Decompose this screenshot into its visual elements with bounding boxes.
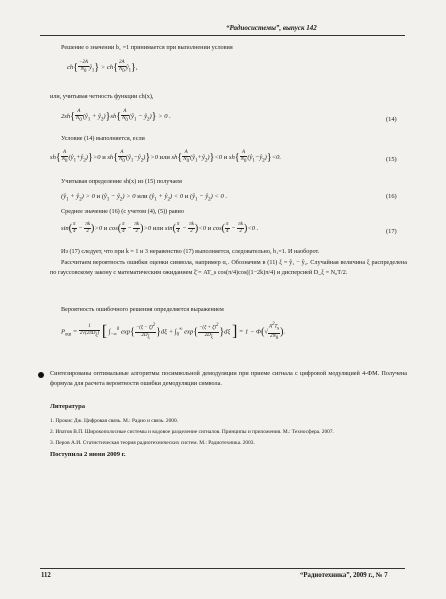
paragraph-evenness: или, учитывая четность функции ch(x), — [50, 93, 154, 100]
paragraph-condition-14: Условие (14) выполняется, если — [61, 135, 145, 142]
equation-16-number: (16) — [386, 193, 397, 200]
summary-bullet-icon — [38, 372, 44, 378]
paragraph-mean-value: Среднее значение (16) (с учетом (4), (5)) равно — [61, 208, 184, 215]
paragraph-summary: Синтезированы оптимальные алгоритмы посимвольной демодуляции при приеме сигнала с цифровой модуляцией 4-ФМ. Получена формула для расчета вероятности ошибки демодуляции символа. — [50, 370, 407, 387]
header-rule — [40, 35, 405, 36]
paragraph-decision-condition: Решение о значении b₁ =1 принимается при выполнении условия — [61, 44, 233, 51]
equation-14: 2sh{ $\frac{A}{N0}$ ($ŷ_1$ + $ŷ_2)\}sh${ $\frac{A}{N0}$ ($ŷ_1$ − $ŷ_2)\} > 0$ . — [61, 109, 171, 123]
running-header: “Радиосистемы”, выпуск 142 — [226, 24, 317, 32]
equation-16: ($ŷ_1$ + $ŷ_2) > 0$ и ($ŷ_1$ − $ŷ_2) > 0$ или ($ŷ_1$ + $ŷ_2) < 0$ и ($ŷ_1$ − $ŷ_2) < 0$ . — [61, 193, 228, 203]
paragraph-error-expression: Вероятность ошибочного решения определяется выражением — [61, 306, 224, 313]
equation-17: sin( $\frac{\pi}{4}$ − $\frac{\pi k}{2}$ )>0 и cos( $\frac{\pi}{4}$ − $\frac{\pi k}{2}$ )>0 или sin( $\frac{\pi}{4}$ − $\frac{\pi k}{2}$ )<0 и cos( $\frac{\pi}{4}$ − $\frac{\pi k}{2}$ )<0 . — [61, 222, 259, 234]
equation-ch-inequality: ch{ $\frac{-2A}{N0}$ $ŷ_1\} > ch${ $\frac{2A}{N0}$ $ŷ_1$}, — [67, 60, 138, 74]
paragraph-sh-definition: Учитывая определение sh(x) из (15) получаем — [61, 178, 182, 185]
received-date: Поступила 2 июня 2009 г. — [50, 451, 126, 458]
reference-item: 2. Ипатов В.П. Широкополосные системы и кодовое разделение сигналов. Принципы и приложения. М.: Техносфера. 2007. — [50, 429, 334, 435]
footer-rule — [40, 568, 405, 569]
reference-item: 1. Прокис Дж. Цифровая связь. М.: Радио и связь. 2000. — [50, 418, 179, 424]
references-title: Литература — [50, 403, 86, 410]
equation-17-number: (17) — [386, 228, 397, 235]
paragraph-conclusion-17: Из (17) следует, что при k = 1 и 3 неравенство (17) выполняется, следовательно, b₁=1. И наоборот. — [61, 248, 320, 255]
page-number: 112 — [41, 572, 51, 579]
paragraph-error-probability: Рассчитаем вероятность ошибки оценки символа, например α₁. Обозначим в (11) ξ = ŷ₁ − ŷ₂. Случайная величина ξ распределена по гауссовскому закону с математическим ожиданием ξ̄ = AT_s cos(π/4)cos((1−2k)π/4) и дисперсией D_ξ = N₀T/2. — [50, 259, 407, 276]
equation-15: sh{ $\frac{A}{N0}$ $(ŷ_1+ŷ_2)\}>0$ и sh{ $\frac{A}{N0}$ $(ŷ_1-ŷ_2)\}>0$ или sh{ $\frac{A}{N0}$ $(ŷ_1+ŷ_2)\}<0$ и sh{ $\frac{A}{N0}$ $(ŷ_1-ŷ_2)\}<0$. — [50, 150, 282, 164]
equation-14-number: (14) — [386, 116, 397, 123]
equation-15-number: (15) — [386, 156, 397, 163]
footer-journal: “Радиотехника”, 2009 г., № 7 — [300, 572, 388, 579]
equation-error-probability: $P_{ош}$ = $\frac{1}{\text{2√(2πDξ)}}$ [ $\int_{-\infty}^0$ exp{ $\frac{-(\xi - \xī)2}{2D\xi}$ }$d\xi + \int_0^\infty$ exp{ $\frac{-(\xi + \xī)2}{2D\xi}$ }dξ ] = 1 − Φ(√ $\frac{A2Ts}{2N0}$ ). — [61, 322, 286, 341]
reference-item: 3. Перов А.И. Статистическая теория радиотехнических систем. М.: Радиотехника. 2003. — [50, 440, 255, 446]
